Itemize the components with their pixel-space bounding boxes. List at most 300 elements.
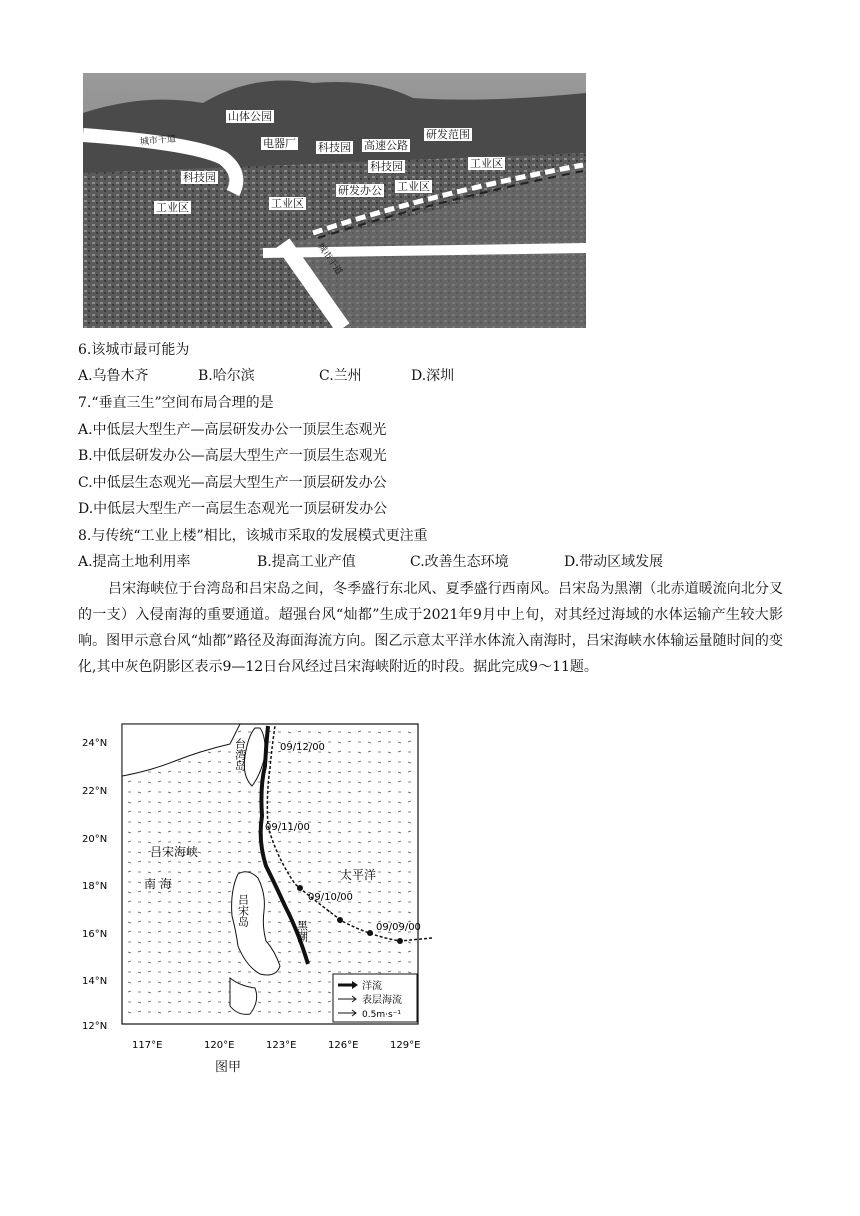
- flow-vector: [288, 972, 291, 973]
- flow-vector: [238, 791, 241, 792]
- flow-vector: [218, 802, 221, 803]
- flow-vector: [288, 792, 291, 793]
- flow-vector: [218, 862, 221, 863]
- flow-vector: [298, 881, 301, 882]
- track-time: 09/12/00: [280, 742, 325, 753]
- flow-vector: [288, 771, 291, 772]
- lat-tick: 12°N: [82, 1021, 108, 1032]
- flow-vector: [148, 872, 151, 873]
- flow-vector: [388, 872, 391, 873]
- flow-vector: [138, 951, 141, 952]
- flow-vector: [338, 841, 341, 842]
- flow-vector: [128, 991, 131, 992]
- flow-vector: [218, 982, 221, 983]
- flow-vector: [208, 881, 211, 882]
- flow-vector: [218, 772, 221, 773]
- q8-option-d: D.带动区域发展: [564, 554, 664, 570]
- flow-vector: [128, 961, 131, 962]
- flow-vector: [298, 902, 301, 903]
- flow-vector: [348, 861, 351, 862]
- flow-vector: [408, 831, 411, 832]
- flow-vector: [138, 882, 141, 883]
- label-rd-area: 研发范围: [426, 128, 470, 141]
- flow-vector: [388, 911, 391, 912]
- flow-vector: [318, 771, 321, 772]
- flow-vector: [408, 741, 411, 742]
- flow-vector: [368, 961, 371, 962]
- flow-vector: [138, 921, 141, 922]
- track-time: 09/11/00: [265, 822, 310, 833]
- flow-vector: [288, 852, 291, 853]
- flow-vector: [218, 892, 221, 893]
- flow-vector: [378, 831, 381, 832]
- flow-vector: [188, 811, 191, 812]
- flow-vector: [188, 961, 191, 962]
- flow-vector: [208, 851, 211, 852]
- flow-vector: [338, 781, 341, 782]
- flow-vector: [368, 811, 371, 812]
- flow-vector: [198, 981, 201, 982]
- flow-vector: [158, 991, 161, 992]
- flow-vector: [398, 811, 401, 812]
- flow-vector: [128, 922, 131, 923]
- flow-vector: [198, 822, 201, 823]
- track-time: 09/09/00: [376, 922, 421, 933]
- legend-current-label: 洋流: [362, 981, 382, 992]
- flow-vector: [408, 792, 411, 793]
- flow-vector: [278, 781, 281, 782]
- flow-vector: [168, 972, 171, 973]
- flow-vector: [388, 962, 391, 963]
- flow-vector: [158, 892, 161, 893]
- flow-vector: [188, 991, 191, 992]
- flow-vector: [338, 802, 341, 803]
- flow-vector: [298, 971, 301, 972]
- flow-vector: [398, 901, 401, 902]
- flow-vector: [128, 832, 131, 833]
- flow-vector: [218, 832, 221, 833]
- flow-vector: [338, 832, 341, 833]
- flow-vector: [168, 921, 171, 922]
- flow-vector: [178, 941, 181, 942]
- flow-vector: [258, 1002, 261, 1003]
- q6-option-a: A.乌鲁木齐: [78, 368, 149, 384]
- label-highway: 高速公路: [364, 139, 408, 152]
- luzon-label: 吕宋岛: [236, 894, 250, 927]
- flow-vector: [298, 911, 301, 912]
- flow-vector: [128, 952, 131, 953]
- flow-vector: [268, 932, 271, 933]
- flow-vector: [378, 771, 381, 772]
- flow-vector: [308, 982, 311, 983]
- flow-vector: [338, 961, 341, 962]
- flow-vector: [128, 982, 131, 983]
- flow-vector: [218, 1012, 221, 1013]
- flow-vector: [358, 971, 361, 972]
- flow-vector: [148, 791, 151, 792]
- flow-vector: [248, 811, 251, 812]
- flow-vector: [158, 772, 161, 773]
- q8-option-c: C.改善生态环境: [410, 554, 509, 570]
- lon-tick: 120°E: [204, 1040, 235, 1051]
- latitude-axis: [82, 738, 107, 1032]
- flow-vector: [158, 901, 161, 902]
- flow-vector: [308, 1012, 311, 1013]
- flow-vector: [388, 971, 391, 972]
- flow-vector: [178, 911, 181, 912]
- flow-vector: [228, 882, 231, 883]
- flow-vector: [388, 881, 391, 882]
- flow-vector: [378, 801, 381, 802]
- flow-vector: [388, 842, 391, 843]
- flow-vector: [288, 882, 291, 883]
- flow-vector: [238, 842, 241, 843]
- flow-vector: [198, 942, 201, 943]
- flow-vector: [348, 741, 351, 742]
- label-industrial: 工业区: [156, 201, 189, 214]
- kuroshio-label: 黑潮: [295, 920, 309, 942]
- flow-vector: [228, 792, 231, 793]
- flow-vector: [368, 832, 371, 833]
- flow-vector: [358, 761, 361, 762]
- flow-vector: [348, 951, 351, 952]
- flow-vector: [148, 842, 151, 843]
- flow-vector: [398, 862, 401, 863]
- flow-vector: [308, 781, 311, 782]
- flow-vector: [198, 1011, 201, 1012]
- track-time: 09/10/00: [308, 892, 353, 903]
- flow-vector: [358, 902, 361, 903]
- flow-vector: [328, 842, 331, 843]
- flow-vector: [178, 761, 181, 762]
- flow-vector: [188, 901, 191, 902]
- legend-scale-label: 0.5m·s⁻¹: [362, 1010, 401, 1020]
- flow-vector: [268, 941, 271, 942]
- flow-vector: [308, 952, 311, 953]
- flow-vector: [158, 922, 161, 923]
- flow-vector: [288, 732, 291, 733]
- flow-vector: [178, 821, 181, 822]
- flow-vector: [258, 861, 261, 862]
- flow-vector: [198, 771, 201, 772]
- flow-vector: [138, 942, 141, 943]
- flow-vector: [328, 731, 331, 732]
- flow-vector: [348, 882, 351, 883]
- flow-vector: [348, 831, 351, 832]
- flow-vector: [358, 932, 361, 933]
- flow-vector: [158, 931, 161, 932]
- flow-vector: [268, 1001, 271, 1002]
- flow-vector: [178, 932, 181, 933]
- flow-vector: [358, 962, 361, 963]
- flow-vector: [398, 871, 401, 872]
- lat-tick: 14°N: [82, 976, 108, 987]
- flow-vector: [368, 742, 371, 743]
- lon-tick: 126°E: [328, 1040, 359, 1051]
- flow-vector: [178, 791, 181, 792]
- flow-vector: [328, 782, 331, 783]
- flow-vector: [288, 762, 291, 763]
- flow-vector: [318, 792, 321, 793]
- flow-vector: [398, 742, 401, 743]
- lat-tick: 18°N: [82, 881, 108, 892]
- q6-option-d: D.深圳: [411, 368, 455, 384]
- flow-vector: [128, 811, 131, 812]
- flow-vector: [148, 911, 151, 912]
- flow-vector: [378, 951, 381, 952]
- flow-vector: [218, 991, 221, 992]
- flow-vector: [178, 902, 181, 903]
- flow-vector: [138, 1011, 141, 1012]
- flow-vector: [278, 802, 281, 803]
- flow-vector: [328, 941, 331, 942]
- flow-vector: [378, 891, 381, 892]
- flow-vector: [208, 782, 211, 783]
- flow-vector: [278, 952, 281, 953]
- flow-vector: [408, 732, 411, 733]
- flow-vector: [408, 762, 411, 763]
- passage-text: 吕宋海峡位于台湾岛和吕宋岛之间，冬季盛行东北风、夏季盛行西南风。吕宋岛为黑潮（北赤道暖流向北分叉的一支）入侵南海的重要通道。超强台风“灿都”生成于2021年9月中上旬，对其经过海域的水体运输产生较大影响。图甲示意台风“灿都”路径及海面海流方向。图乙示意太平洋水体流入南海时，吕宋海峡水体输运量随时间的变化,其中灰色阴影区表示9—12日台风经过吕宋海峡附近的时段。据此完成9～11题。: [78, 581, 783, 675]
- flow-vector: [378, 741, 381, 742]
- flow-vector: [208, 962, 211, 963]
- flow-vector: [148, 782, 151, 783]
- flow-vector: [368, 901, 371, 902]
- flow-vector: [148, 962, 151, 963]
- q8-stem: 8.与传统“工业上楼”相比，该城市采取的发展模式更注重: [78, 528, 428, 544]
- flow-vector: [258, 981, 261, 982]
- flow-vector: [218, 901, 221, 902]
- flow-vector: [248, 862, 251, 863]
- track-point: [297, 885, 303, 891]
- flow-vector: [328, 1001, 331, 1002]
- flow-vector: [128, 892, 131, 893]
- flow-vector: [358, 941, 361, 942]
- flow-vector: [188, 982, 191, 983]
- flow-vector: [358, 752, 361, 753]
- taiwan-label: 台湾岛: [233, 738, 247, 771]
- flow-vector: [278, 982, 281, 983]
- flow-vector: [328, 752, 331, 753]
- map-figure: [80, 716, 440, 1076]
- flow-vector: [198, 912, 201, 913]
- flow-vector: [368, 751, 371, 752]
- flow-vector: [288, 981, 291, 982]
- flow-vector: [268, 842, 271, 843]
- flow-vector: [128, 862, 131, 863]
- flow-vector: [268, 881, 271, 882]
- flow-vector: [318, 1011, 321, 1012]
- flow-vector: [278, 841, 281, 842]
- flow-vector: [188, 781, 191, 782]
- flow-vector: [368, 772, 371, 773]
- flow-vector: [318, 912, 321, 913]
- flow-vector: [188, 952, 191, 953]
- flow-vector: [368, 922, 371, 923]
- flow-vector: [268, 911, 271, 912]
- label-tech-park: 科技园: [183, 171, 216, 184]
- flow-vector: [238, 782, 241, 783]
- flow-vector: [408, 882, 411, 883]
- flow-vector: [278, 1012, 281, 1013]
- flow-vector: [168, 951, 171, 952]
- flow-vector: [348, 801, 351, 802]
- flow-vector: [398, 892, 401, 893]
- flow-vector: [148, 821, 151, 822]
- flow-vector: [318, 732, 321, 733]
- flow-vector: [368, 862, 371, 863]
- flow-vector: [308, 841, 311, 842]
- flow-vector: [318, 921, 321, 922]
- flow-vector: [138, 981, 141, 982]
- flow-vector: [148, 812, 151, 813]
- flow-vector: [158, 1012, 161, 1013]
- label-industrial: 工业区: [397, 180, 430, 193]
- flow-vector: [388, 731, 391, 732]
- flow-vector: [198, 882, 201, 883]
- flow-vector: [228, 891, 231, 892]
- flow-vector: [328, 971, 331, 972]
- flow-vector: [128, 841, 131, 842]
- flow-vector: [128, 901, 131, 902]
- flow-vector: [318, 801, 321, 802]
- flow-vector: [138, 1002, 141, 1003]
- flow-vector: [358, 842, 361, 843]
- flow-vector: [368, 952, 371, 953]
- flow-vector: [308, 772, 311, 773]
- flow-vector: [148, 971, 151, 972]
- lat-tick: 20°N: [82, 834, 108, 845]
- flow-vector: [208, 821, 211, 822]
- flow-vector: [168, 771, 171, 772]
- q7-option-b: B.中低层研发办公—高层大型生产一顶层生态观光: [78, 448, 387, 464]
- flow-vector: [218, 841, 221, 842]
- flow-vector: [408, 972, 411, 973]
- lon-tick: 123°E: [266, 1040, 297, 1051]
- mainland-coast: [122, 724, 240, 776]
- flow-vector: [188, 841, 191, 842]
- flow-vector: [318, 972, 321, 973]
- flow-vector: [158, 952, 161, 953]
- label-industrial: 工业区: [271, 197, 304, 210]
- q7-stem: 7.“垂直三生”空间布局合理的是: [78, 395, 274, 411]
- flow-vector: [128, 931, 131, 932]
- flow-vector: [398, 832, 401, 833]
- flow-vector: [348, 912, 351, 913]
- flow-vector: [408, 861, 411, 862]
- flow-vector: [408, 801, 411, 802]
- flow-vector: [228, 1011, 231, 1012]
- flow-vector: [398, 772, 401, 773]
- flow-vector: [348, 822, 351, 823]
- flow-vector: [178, 872, 181, 873]
- flow-vector: [348, 921, 351, 922]
- flow-vector: [338, 742, 341, 743]
- flow-vector: [378, 912, 381, 913]
- flow-vector: [208, 902, 211, 903]
- flow-vector: [228, 852, 231, 853]
- label-main-road: 城市干道: [314, 241, 344, 277]
- flow-vector: [388, 941, 391, 942]
- flow-vector: [278, 991, 281, 992]
- flow-vector: [398, 751, 401, 752]
- flow-vector: [398, 961, 401, 962]
- flow-vector: [328, 761, 331, 762]
- flow-vector: [158, 832, 161, 833]
- flow-vector: [228, 762, 231, 763]
- flow-vector: [378, 732, 381, 733]
- flow-vector: [278, 871, 281, 872]
- flow-vector: [168, 912, 171, 913]
- flow-vector: [148, 932, 151, 933]
- flow-vector: [308, 811, 311, 812]
- label-tech-park: 科技园: [318, 141, 351, 154]
- flow-vector: [398, 781, 401, 782]
- flow-vector: [308, 802, 311, 803]
- track-time-labels: [265, 742, 421, 933]
- label-tech-park: 科技园: [370, 160, 403, 173]
- lon-tick: 117°E: [132, 1040, 163, 1051]
- flow-vector: [208, 941, 211, 942]
- flow-vector: [178, 962, 181, 963]
- flow-vector: [388, 902, 391, 903]
- flow-vector: [158, 781, 161, 782]
- flow-vector: [228, 921, 231, 922]
- flow-vector: [208, 872, 211, 873]
- flow-vector: [158, 862, 161, 863]
- flow-vector: [338, 772, 341, 773]
- flow-vector: [268, 851, 271, 852]
- flow-vector: [138, 822, 141, 823]
- flow-vector: [318, 981, 321, 982]
- flow-vector: [218, 952, 221, 953]
- flow-vector: [328, 872, 331, 873]
- flow-vector: [188, 892, 191, 893]
- flow-vector: [198, 861, 201, 862]
- flow-vector: [138, 891, 141, 892]
- flow-vector: [348, 771, 351, 772]
- flow-vector: [408, 822, 411, 823]
- flow-vector: [318, 882, 321, 883]
- longitude-axis: [132, 1040, 420, 1051]
- flow-vector: [308, 871, 311, 872]
- flow-vector: [248, 841, 251, 842]
- flow-vector: [378, 942, 381, 943]
- flow-vector: [188, 871, 191, 872]
- flow-vector: [158, 841, 161, 842]
- flow-vector: [208, 932, 211, 933]
- flow-vector: [408, 942, 411, 943]
- flow-vector: [168, 981, 171, 982]
- flow-vector: [158, 871, 161, 872]
- flow-vector: [158, 811, 161, 812]
- south-sea-label: 南 海: [144, 877, 172, 891]
- flow-vector: [348, 732, 351, 733]
- flow-vector: [178, 1001, 181, 1002]
- flow-vector: [338, 751, 341, 752]
- island: [230, 978, 257, 1014]
- flow-vector: [148, 992, 151, 993]
- flow-vector: [328, 932, 331, 933]
- aerial-photo: [83, 73, 586, 328]
- flow-vector: [358, 791, 361, 792]
- flow-vector: [168, 1011, 171, 1012]
- flow-vector: [138, 912, 141, 913]
- flow-vector: [238, 962, 241, 963]
- flow-vector: [188, 1012, 191, 1013]
- flow-vector: [238, 821, 241, 822]
- flow-vector: [198, 852, 201, 853]
- flow-vector: [138, 972, 141, 973]
